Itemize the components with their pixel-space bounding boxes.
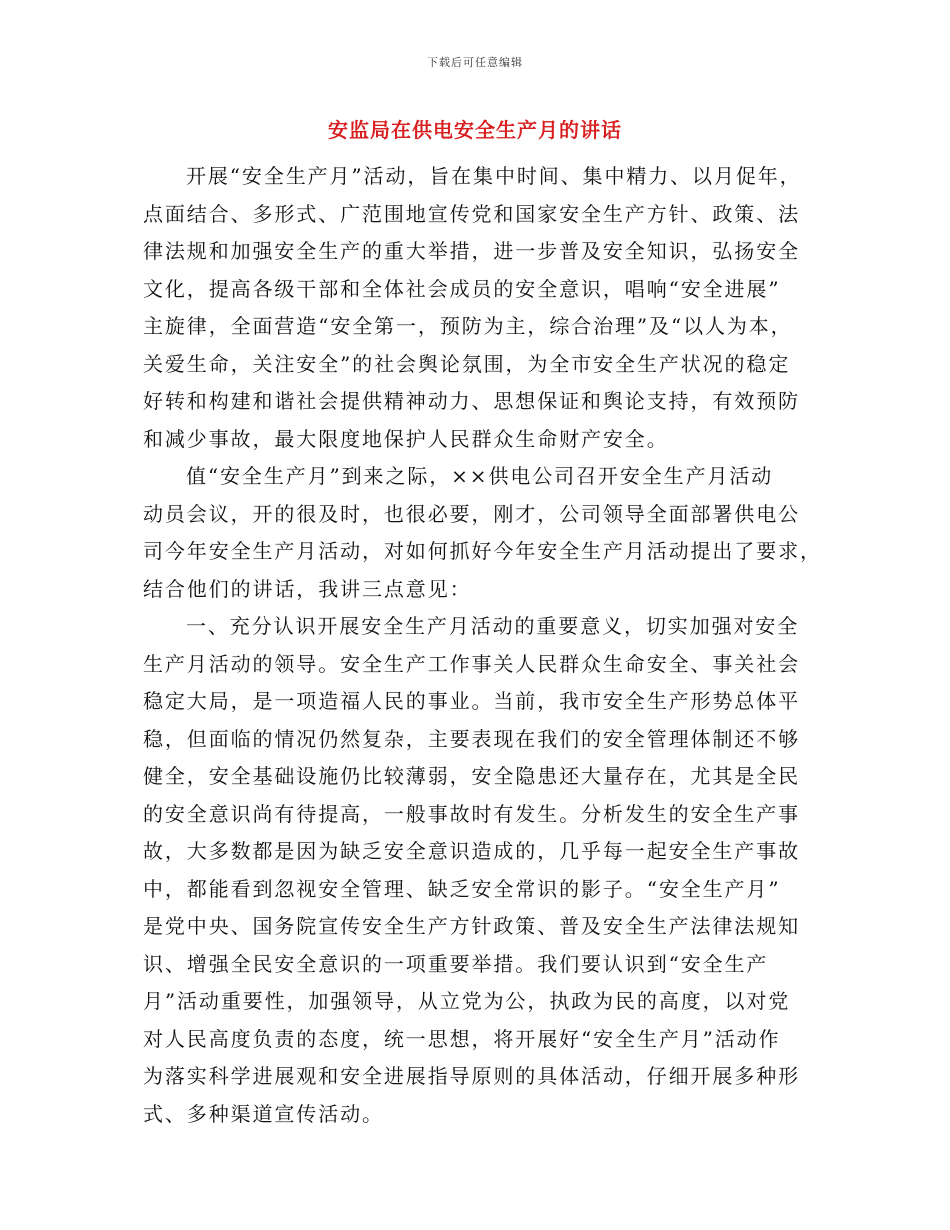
text-line: 的安全意识尚有待提高，一般事故时有发生。分析发生的安全生产事 [143,801,800,826]
document-title: 安监局在供电安全生产月的讲话 [328,118,622,142]
text-line: 一、充分认识开展安全生产月活动的重要意义，切实加强对安全 [186,614,800,638]
document-body [143,158,822,1133]
text-line: 值“安全生产月”到来之际，××供电公司召开安全生产月活动 [186,464,774,488]
text-line: 开展“安全生产月”活动，旨在集中时间、集中精力、以月促年， [186,164,802,188]
text-line: 主旋律，全面营造“安全第一，预防为主，综合治理”及“以人为本， [143,314,793,338]
text-line: 稳定大局，是一项造福人民的事业。当前，我市安全生产形势总体平 [143,689,800,713]
text-line: 健全，安全基础设施仍比较薄弱，安全隐患还大量存在，尤其是全民 [143,764,800,788]
text-line: 稳，但面临的情况仍然复杂，主要表现在我们的安全管理体制还不够 [143,726,800,751]
text-line: 点面结合、多形式、广范围地宣传党和国家安全生产方针、政策、法 [143,201,800,226]
paragraph-2 [143,458,822,608]
paragraph-1 [143,158,809,458]
text-line: 对人民高度负责的态度，统一思想，将开展好“安全生产月”活动作 [143,1026,781,1051]
text-line: 结合他们的讲话，我讲三点意见： [143,576,472,601]
text-line: 故，大多数都是因为缺乏安全意识造成的，几乎每一起安全生产事故 [143,839,800,863]
text-line: 律法规和加强安全生产的重大举措，进一步普及安全知识，弘扬安全 [143,239,800,263]
text-line: 是党中央、国务院宣传安全生产方针政策、普及安全生产法律法规知 [143,914,800,938]
text-line: 生产月活动的领导。安全生产工作事关人民群众生命安全、事关社会 [143,651,800,676]
text-line: 司今年安全生产月活动，对如何抓好今年安全生产月活动提出了要求， [143,539,822,563]
text-line: 式、多种渠道宣传活动。 [143,1101,384,1126]
text-line: 和减少事故，最大限度地保护人民群众生命财产安全。 [143,426,669,451]
text-line: 关爱生命，关注安全”的社会舆论氛围，为全市安全生产状况的稳定 [143,351,791,376]
text-line: 好转和构建和谐社会提供精神动力、思想保证和舆论支持，有效预防 [143,389,800,413]
text-line: 中，都能看到忽视安全管理、缺乏安全常识的影子。“安全生产月” [143,876,781,901]
text-line: 月”活动重要性，加强领导，从立党为公，执政为民的高度，以对党 [143,989,791,1013]
text-line: 动员会议，开的很及时，也很必要，刚才，公司领导全面部署供电公 [143,501,800,526]
text-line: 识、增强全民安全意识的一项重要举措。我们要认识到“安全生产 [143,951,769,976]
text-line: 文化，提高各级干部和全体社会成员的安全意识，唱响“安全进展” [143,276,781,301]
text-line: 为落实科学进展观和安全进展指导原则的具体活动，仔细开展多种形 [143,1064,800,1088]
page-header-note: 下载后可任意编辑 [427,56,523,69]
paragraph-3 [143,608,809,1133]
